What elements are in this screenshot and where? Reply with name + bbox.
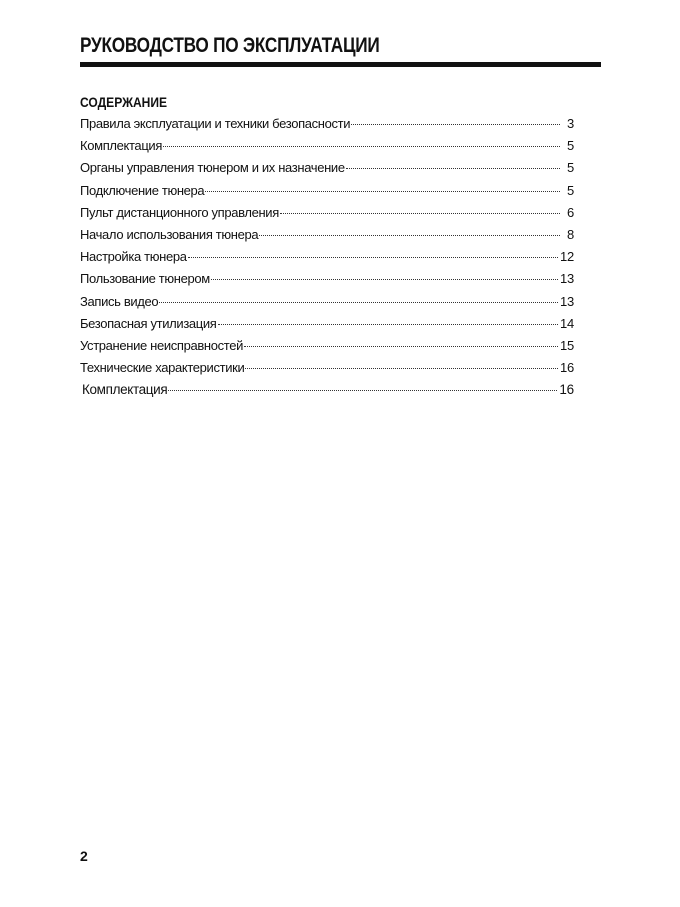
toc-entry-page: 5 — [566, 182, 574, 198]
toc-entry-label: Устранение неисправностей — [80, 337, 244, 353]
toc-entry-label: Комплектация — [82, 382, 168, 398]
toc-entry-package-contents[interactable] — [80, 138, 574, 160]
toc-entry-label: Правила эксплуатации и техники безопасности — [80, 116, 351, 131]
toc-entry-page: 15 — [559, 337, 574, 353]
toc-dot-leader — [259, 235, 560, 236]
toc-dot-leader — [351, 124, 560, 125]
toc-dot-leader — [244, 346, 558, 347]
toc-entry-page: 16 — [559, 360, 574, 376]
toc-dot-leader — [163, 146, 560, 147]
table-of-contents — [80, 116, 574, 404]
toc-entry-usage[interactable] — [80, 271, 574, 293]
toc-entry-remote-control[interactable] — [80, 205, 574, 227]
toc-entry-troubleshooting[interactable] — [80, 338, 574, 360]
toc-entry-video-recording[interactable] — [80, 294, 574, 316]
page-title: РУКОВОДСТВО ПО ЭКСПЛУАТАЦИИ — [80, 34, 380, 57]
toc-dot-leader — [211, 279, 558, 280]
toc-entry-page: 3 — [566, 116, 574, 131]
toc-entry-setup[interactable] — [80, 249, 574, 271]
toc-entry-package-contents-2[interactable] — [82, 382, 574, 404]
toc-entry-controls[interactable] — [80, 160, 574, 182]
toc-dot-leader — [168, 390, 557, 391]
toc-entry-page: 16 — [559, 382, 574, 398]
toc-dot-leader — [346, 168, 560, 169]
toc-entry-page: 13 — [559, 293, 574, 309]
toc-entry-label: Пользование тюнером — [80, 271, 210, 287]
toc-dot-leader — [159, 302, 558, 303]
toc-entry-label: Запись видео — [80, 293, 159, 309]
page-number: 2 — [80, 848, 88, 864]
toc-entry-label: Комплектация — [80, 138, 163, 154]
toc-dot-leader — [280, 213, 560, 214]
toc-entry-label: Пульт дистанционного управления — [80, 204, 279, 220]
toc-entry-page: 6 — [566, 204, 574, 220]
toc-dot-leader — [188, 257, 558, 258]
toc-entry-label: Подключение тюнера — [80, 182, 205, 198]
toc-entry-label: Начало использования тюнера — [80, 226, 259, 242]
title-divider — [80, 62, 601, 67]
toc-entry-connection[interactable] — [80, 183, 574, 205]
toc-entry-page: 5 — [566, 160, 574, 176]
toc-entry-page: 13 — [559, 271, 574, 287]
toc-dot-leader — [205, 191, 560, 192]
toc-heading: СОДЕРЖАНИЕ — [80, 94, 168, 110]
toc-dot-leader — [218, 324, 558, 325]
toc-entry-specifications[interactable] — [80, 360, 574, 382]
toc-entry-label: Технические характеристики — [80, 360, 245, 376]
toc-entry-label: Органы управления тюнером и их назначение — [80, 160, 345, 176]
toc-entry-label: Настройка тюнера — [80, 249, 187, 265]
toc-dot-leader — [245, 368, 558, 369]
toc-entry-safety-rules[interactable] — [80, 116, 574, 138]
toc-entry-page: 8 — [566, 226, 574, 242]
toc-entry-page: 14 — [559, 315, 574, 331]
toc-entry-getting-started[interactable] — [80, 227, 574, 249]
toc-entry-page: 12 — [559, 249, 574, 265]
toc-entry-page: 5 — [566, 138, 574, 154]
toc-entry-label: Безопасная утилизация — [80, 315, 217, 331]
toc-entry-disposal[interactable] — [80, 316, 574, 338]
